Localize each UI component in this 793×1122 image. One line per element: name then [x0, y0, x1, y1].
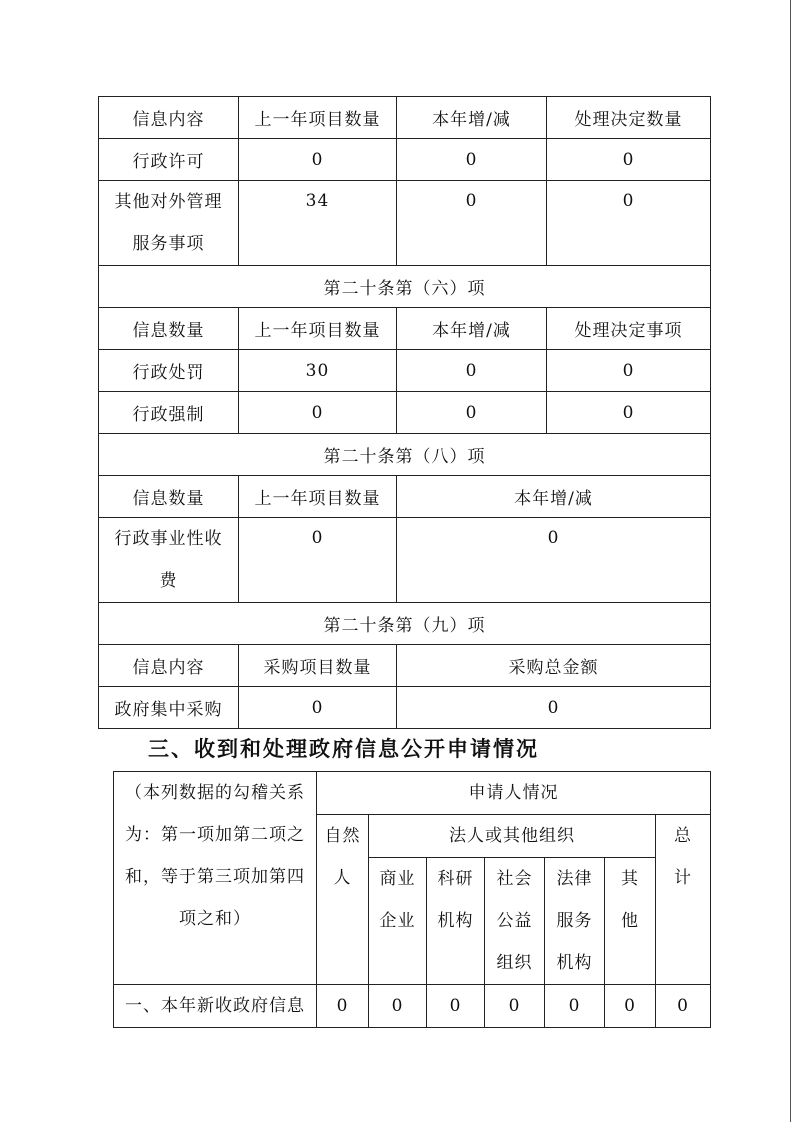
cell-value: 0 — [485, 985, 545, 1028]
header-line: 公益 — [496, 911, 533, 931]
row-label — [99, 518, 239, 603]
section-row — [99, 434, 711, 476]
application-table — [113, 771, 711, 1028]
cell-value: 0 — [545, 985, 605, 1028]
header-line: 社会 — [496, 869, 533, 889]
table-header-row — [99, 97, 711, 139]
info-disclosure-table — [98, 96, 711, 729]
cell-value: 0 — [397, 518, 711, 603]
section-heading: 第二十条第（九）项 — [99, 603, 711, 645]
table-header-row — [99, 645, 711, 687]
row-label — [99, 181, 239, 266]
note-cell — [114, 772, 317, 985]
label-line: 服务事项 — [132, 234, 205, 254]
cell-value: 0 — [369, 985, 427, 1028]
header-cell: 信息数量 — [99, 476, 239, 518]
header-cell: 本年增/减 — [397, 308, 547, 350]
cell-value: 0 — [427, 985, 485, 1028]
sub-header-cell — [369, 858, 427, 985]
header-cell: 上一年项目数量 — [239, 476, 397, 518]
cell-value: 0 — [656, 985, 711, 1028]
header-line: 服务 — [556, 911, 593, 931]
row-label: 行政强制 — [99, 392, 239, 434]
header-cell: 本年增/减 — [397, 476, 711, 518]
header-cell: 信息内容 — [99, 97, 239, 139]
header-line: 人 — [333, 868, 352, 888]
sub-header-cell — [605, 858, 656, 985]
note-line: 和，等于第三项加第四 — [125, 867, 305, 887]
row-label: 行政许可 — [99, 139, 239, 181]
table-header-row — [99, 308, 711, 350]
header-line: 法律 — [556, 869, 593, 889]
cell-value: 0 — [547, 392, 711, 434]
cell-value: 0 — [397, 139, 547, 181]
natural-person-header — [317, 815, 369, 985]
header-line: 自然 — [324, 826, 361, 846]
label-line: 行政事业性收 — [114, 529, 223, 549]
legal-entity-header: 法人或其他组织 — [369, 815, 656, 858]
page-edge-line — [790, 0, 791, 1122]
cell-value: 0 — [397, 687, 711, 729]
table-row — [99, 350, 711, 392]
table-row — [99, 139, 711, 181]
table-row — [99, 687, 711, 729]
header-cell: 本年增/减 — [397, 97, 547, 139]
header-cell: 处理决定数量 — [547, 97, 711, 139]
header-line: 机构 — [556, 953, 593, 973]
header-line: 他 — [621, 911, 639, 931]
note-line: （本列数据的勾稽关系 — [125, 783, 305, 803]
header-line: 其 — [621, 869, 639, 889]
label-line: 其他对外管理 — [114, 192, 223, 212]
table-header-row — [114, 772, 711, 815]
table-row — [114, 985, 711, 1028]
header-line: 机构 — [437, 911, 474, 931]
header-cell: 信息数量 — [99, 308, 239, 350]
cell-value: 0 — [547, 181, 711, 266]
header-line: 科研 — [437, 869, 474, 889]
section-heading: 第二十条第（六）项 — [99, 266, 711, 308]
sub-header-cell — [545, 858, 605, 985]
header-line: 商业 — [379, 869, 416, 889]
note-line: 项之和） — [179, 909, 251, 929]
cell-value: 34 — [239, 181, 397, 266]
table-row — [99, 181, 711, 266]
cell-value: 0 — [239, 687, 397, 729]
header-cell: 采购项目数量 — [239, 645, 397, 687]
cell-value: 30 — [239, 350, 397, 392]
section-title: 三、收到和处理政府信息公开申请情况 — [148, 736, 539, 761]
table-row — [99, 518, 711, 603]
section-heading: 第二十条第（八）项 — [99, 434, 711, 476]
sub-header-cell — [485, 858, 545, 985]
cell-value: 0 — [317, 985, 369, 1028]
row-label: 行政处罚 — [99, 350, 239, 392]
header-line: 组织 — [496, 953, 533, 973]
section-row — [99, 266, 711, 308]
sub-header-cell — [427, 858, 485, 985]
header-line: 总 — [674, 826, 692, 846]
header-cell: 上一年项目数量 — [239, 308, 397, 350]
header-cell: 处理决定事项 — [547, 308, 711, 350]
section-row — [99, 603, 711, 645]
applicant-header: 申请人情况 — [317, 772, 711, 815]
row-label: 一、本年新收政府信息 — [114, 985, 317, 1028]
header-cell: 上一年项目数量 — [239, 97, 397, 139]
header-cell: 采购总金额 — [397, 645, 711, 687]
note-line: 为：第一项加第二项之 — [125, 825, 305, 845]
cell-value: 0 — [397, 181, 547, 266]
header-cell: 信息内容 — [99, 645, 239, 687]
cell-value: 0 — [605, 985, 656, 1028]
table-header-row — [99, 476, 711, 518]
cell-value: 0 — [397, 392, 547, 434]
row-label: 政府集中采购 — [99, 687, 239, 729]
label-line: 费 — [159, 571, 178, 591]
total-header — [656, 815, 711, 985]
cell-value: 0 — [239, 518, 397, 603]
cell-value: 0 — [397, 350, 547, 392]
cell-value: 0 — [239, 139, 397, 181]
cell-value: 0 — [239, 392, 397, 434]
header-line: 计 — [674, 868, 692, 888]
cell-value: 0 — [547, 139, 711, 181]
table-row — [99, 392, 711, 434]
header-line: 企业 — [379, 911, 416, 931]
cell-value: 0 — [547, 350, 711, 392]
